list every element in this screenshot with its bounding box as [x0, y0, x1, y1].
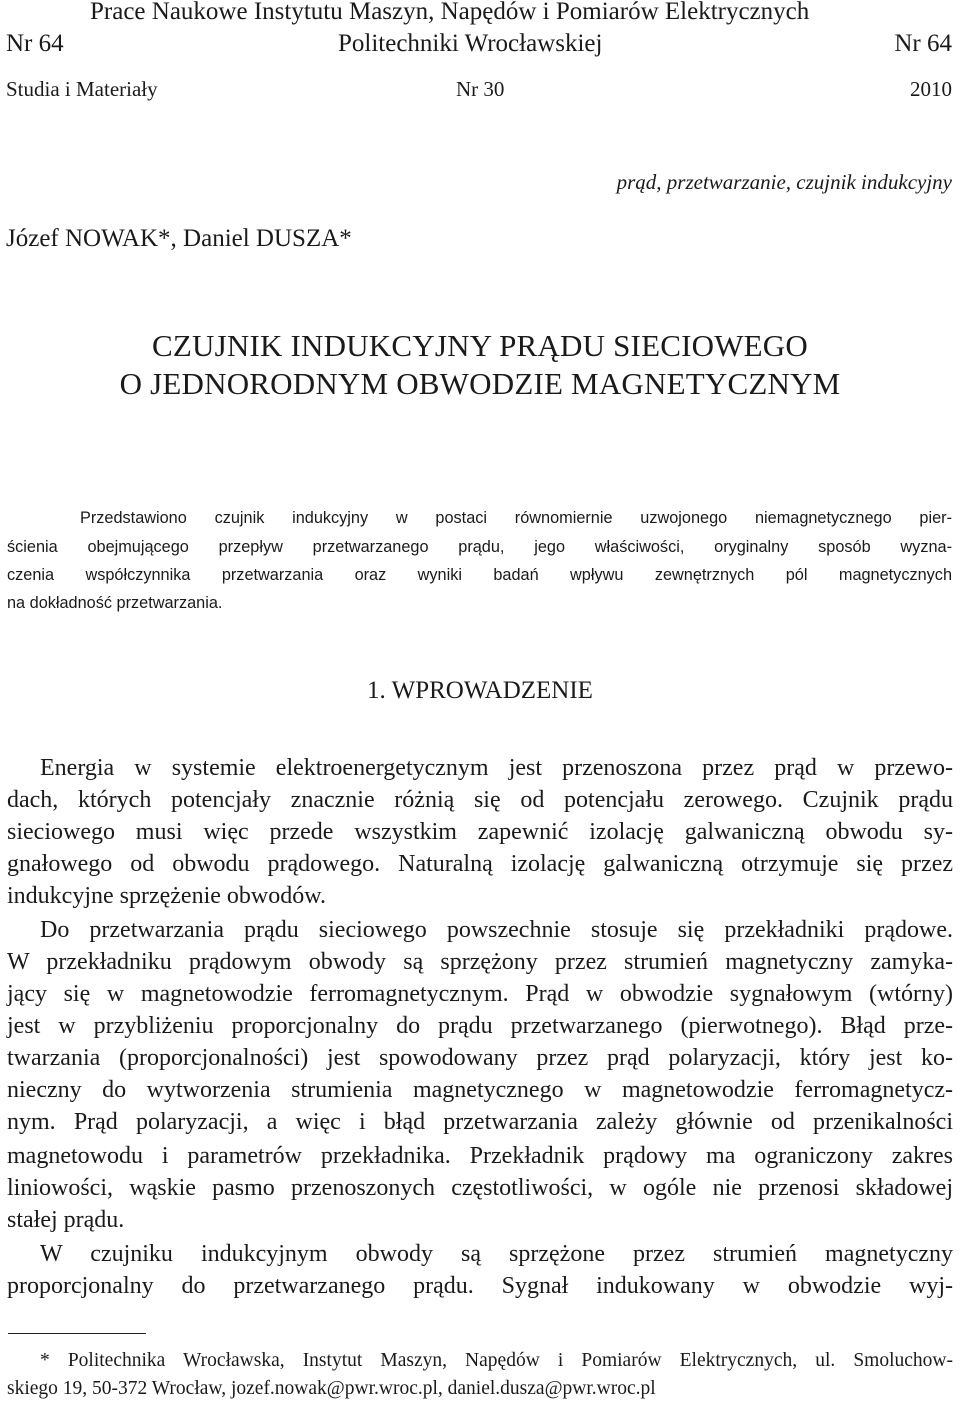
journal-title-line2: Politechniki Wrocławskiej	[338, 30, 603, 57]
section-heading: 1. WPROWADZENIE	[367, 677, 593, 704]
body-line: jest w przybliżeniu proporcjonalny do prądu przetwarzanego (pierwotnego). Błąd prze-	[7, 1013, 953, 1039]
body-line: dach, których potencjały znacznie różnią się od potencjału zerowego. Czujnik prądu	[7, 787, 953, 813]
body-line: nym. Prąd polaryzacji, a więc i błąd przetwarzania zależy głównie od przenikalności	[7, 1109, 953, 1135]
publication-year: 2010	[910, 77, 952, 101]
body-line: W czujniku indukcyjnym obwody są sprzężone przez strumień magnetyczny	[40, 1241, 953, 1267]
body-line: Energia w systemie elektroenergetycznym jest przenoszona przez prąd w przewo-	[40, 755, 953, 781]
keywords: prąd, przetwarzanie, czujnik indukcyjny	[616, 170, 952, 194]
series-number: Nr 30	[456, 77, 505, 101]
footnote-rule	[8, 1333, 146, 1334]
footnote-line: * Politechnika Wrocławska, Instytut Maszyn, Napędów i Pomiarów Elektrycznych, ul. Smoluchow-	[40, 1350, 953, 1371]
body-line: nieczny do wytworzenia strumienia magnetycznego w magnetowodzie ferromagnetycz-	[7, 1077, 953, 1103]
abstract-line: Przedstawiono czujnik indukcyjny w postaci równomiernie uzwojonego niemagnetycznego pier-	[80, 509, 952, 527]
body-line: W przekładniku prądowym obwody są sprzężony przez strumień magnetyczny zamyka-	[7, 949, 953, 975]
body-line: magnetowodu i parametrów przekładnika. Przekładnik prądowy ma ograniczony zakres	[7, 1143, 953, 1169]
issue-number-right: Nr 64	[894, 30, 952, 57]
abstract-line: na dokładność przetwarzania.	[7, 594, 223, 612]
issue-number-left: Nr 64	[6, 30, 64, 57]
paper-title-line2: O JEDNORODNYM OBWODZIE MAGNETYCZNYM	[119, 366, 841, 401]
body-line: sieciowego musi więc przede wszystkim zapewnić izolację galwaniczną obwodu sy-	[7, 819, 953, 845]
body-line: Do przetwarzania prądu sieciowego powszechnie stosuje się przekładniki prądowe.	[40, 917, 953, 943]
body-line: liniowości, wąskie pasmo przenoszonych częstotliwości, w ogóle nie przenosi składowej	[7, 1175, 953, 1201]
abstract-line: czenia współczynnika przetwarzania oraz wyniki badań wpływu zewnętrznych pól magnetycznych	[7, 566, 952, 584]
body-line: twarzania (proporcjonalności) jest spowodowany przez prąd polaryzacji, który jest ko-	[7, 1045, 953, 1071]
body-line: stałej prądu.	[7, 1207, 125, 1233]
footnote-line: skiego 19, 50-372 Wrocław, jozef.nowak@pwr.wroc.pl, daniel.dusza@pwr.wroc.pl	[7, 1378, 656, 1399]
authors: Józef NOWAK*, Daniel DUSZA*	[6, 225, 352, 252]
body-line: indukcyjne sprzężenie obwodów.	[7, 883, 327, 909]
abstract-line: ścienia obejmującego przepływ przetwarzanego prądu, jego właściwości, oryginalny sposób wyzna-	[7, 538, 952, 556]
body-line: jący się w magnetowodzie ferromagnetycznym. Prąd w obwodzie sygnałowym (wtórny)	[7, 981, 953, 1007]
body-line: gnałowego od obwodu prądowego. Naturalną izolację galwaniczną otrzymuje się przez	[7, 851, 953, 877]
paper-title-line1: CZUJNIK INDUKCYJNY PRĄDU SIECIOWEGO	[152, 328, 808, 363]
journal-title-line1: Prace Naukowe Instytutu Maszyn, Napędów i Pomiarów Elektrycznych	[90, 0, 810, 25]
series-name: Studia i Materiały	[6, 77, 158, 101]
body-line: proporcjonalny do przetwarzanego prądu. Sygnał indukowany w obwodzie wyj-	[7, 1273, 953, 1299]
